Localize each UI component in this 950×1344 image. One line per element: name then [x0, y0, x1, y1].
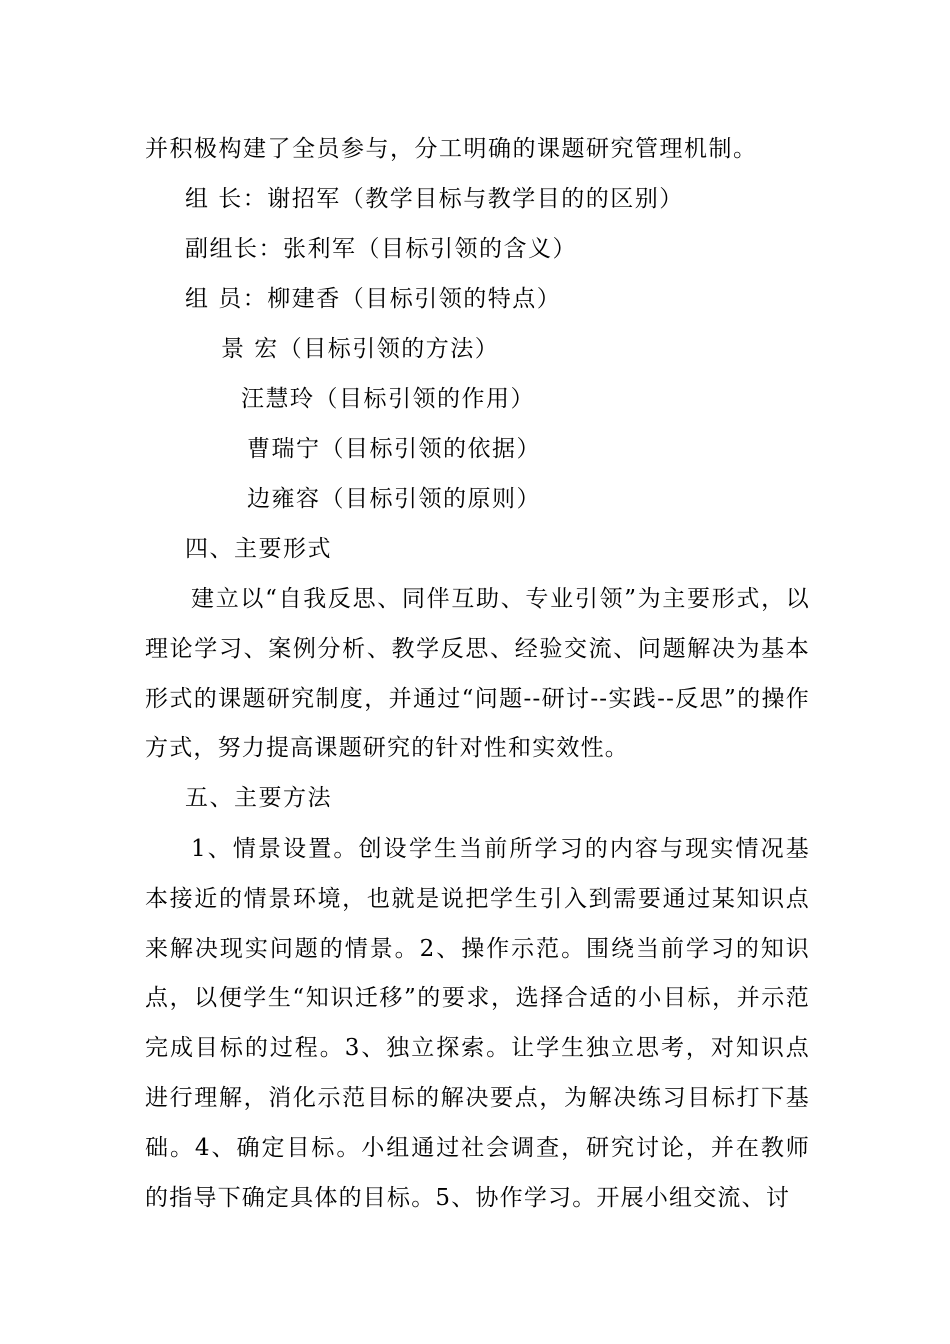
section-5-paragraph: 1、情景设置。创设学生当前所学习的内容与现实情况基本接近的情景环境，也就是说把学生引入到需要通过某知识点来解决现实问题的情景。2、操作示范。围绕当前学习的知识点，以便学生“知识迁移”的要求，选择合适的小目标，并示范完成目标的过程。3、独立探索。让学生独立思考，对知识点进行理解，消化示范目标的解决要点，为解决练习目标打下基础。4、确定目标。小组通过社会调查，研究讨论，并在教师的指导下确定具体的目标。5、协作学习。开展小组交流、讨: [145, 836, 810, 1211]
section-5-heading: 五、主要方法: [185, 785, 332, 811]
intro-line: 并积极构建了全员参与，分工明确的课题研究管理机制。: [145, 136, 758, 162]
section-4-heading: 四、主要形式: [185, 536, 332, 562]
member-line-3: 汪慧玲（目标引领的作用）: [241, 386, 535, 412]
section-4-paragraph: 建立以“自我反思、同伴互助、专业引领”为主要形式，以理论学习、案例分析、教学反思、经验交流、问题解决为基本形式的课题研究制度，并通过“问题--研讨--实践--反思”的操作方式，努力提高课题研究的针对性和实效性。: [145, 586, 810, 762]
team-leader-line: 组 长：谢招军（教学目标与教学目的的区别）: [185, 186, 684, 212]
member-line-1: 组 员：柳建香（目标引领的特点）: [185, 286, 562, 312]
member-line-2: 景 宏（目标引领的方法）: [221, 336, 500, 362]
vice-leader-line: 副组长：张利军（目标引领的含义）: [185, 236, 577, 262]
member-line-4: 曹瑞宁（目标引领的依据）: [247, 436, 541, 462]
member-line-5: 边雍容（目标引领的原则）: [247, 486, 541, 512]
